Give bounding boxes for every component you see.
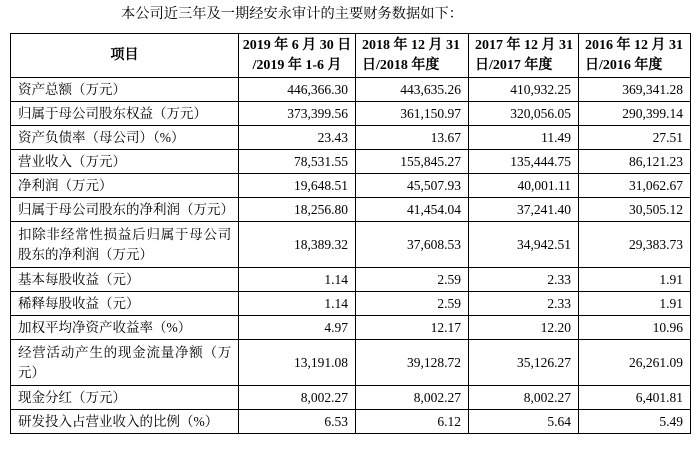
value-2019h1: 13,191.08: [239, 340, 356, 386]
value-2019h1: 1.14: [239, 268, 356, 292]
value-2017: 12.20: [469, 316, 579, 340]
column-header-2016: [579, 34, 691, 78]
column-header-2019h1: [239, 34, 356, 78]
value-2018: 2.59: [356, 268, 469, 292]
header-row: [11, 34, 691, 78]
value-2017: 8,002.27: [469, 386, 579, 410]
header-line-1: 2019 年 6 月 30 日: [242, 37, 352, 53]
value-2019h1: 6.53: [239, 410, 356, 434]
value-2017: 5.64: [469, 410, 579, 434]
header-line-2: 日/2016 年度: [585, 57, 663, 73]
value-2017: 34,942.51: [469, 222, 579, 268]
value-2016: 31,062.67: [579, 174, 691, 198]
value-2019h1: 446,366.30: [239, 78, 356, 102]
value-2017: 2.33: [469, 268, 579, 292]
table-row-net-profit: [11, 174, 691, 198]
row-label: 营业收入（万元）: [11, 150, 239, 174]
value-2017: 320,056.05: [469, 102, 579, 126]
value-2016: 1.91: [579, 268, 691, 292]
value-2016: 10.96: [579, 316, 691, 340]
value-2018: 39,128.72: [356, 340, 469, 386]
column-header-2017: [469, 34, 579, 78]
value-2016: 27.51: [579, 126, 691, 150]
value-2018: 37,608.53: [356, 222, 469, 268]
column-header-2018: [356, 34, 469, 78]
value-2016: 26,261.09: [579, 340, 691, 386]
table-row-parent-equity: [11, 102, 691, 126]
value-2018: 155,845.27: [356, 150, 469, 174]
header-line-2: /2019 年 1-6 月: [252, 57, 342, 73]
value-2016: 6,401.81: [579, 386, 691, 410]
value-2019h1: 19,648.51: [239, 174, 356, 198]
row-label-text: 经营活动产生的现金流量净额（万元）: [18, 344, 232, 380]
column-header-item: 项目: [11, 34, 239, 78]
value-2016: 29,383.73: [579, 222, 691, 268]
row-label: 净利润（万元）: [11, 174, 239, 198]
table-row-diluted-eps: [11, 292, 691, 316]
table-row-total-assets: [11, 78, 691, 102]
value-2016: 5.49: [579, 410, 691, 434]
value-2018: 45,507.93: [356, 174, 469, 198]
header-line-2: 日/2017 年度: [475, 57, 553, 73]
value-2016: 290,399.14: [579, 102, 691, 126]
table-row-net-profit-excl-nonrecurring: [11, 222, 691, 268]
value-2018: 8,002.27: [356, 386, 469, 410]
table-row-basic-eps: [11, 268, 691, 292]
value-2019h1: 78,531.55: [239, 150, 356, 174]
intro-paragraph: 本公司近三年及一期经安永审计的主要财务数据如下：: [121, 6, 464, 22]
value-2016: 86,121.23: [579, 150, 691, 174]
table-row-operating-cash-flow: [11, 340, 691, 386]
value-2019h1: 18,389.32: [239, 222, 356, 268]
header-line-1: 2018 年 12 月 31: [362, 37, 460, 53]
value-2018: 443,635.26: [356, 78, 469, 102]
value-2018: 41,454.04: [356, 198, 469, 222]
value-2016: 30,505.12: [579, 198, 691, 222]
row-label: 研发投入占营业收入的比例（%）: [11, 410, 239, 434]
value-2017: 2.33: [469, 292, 579, 316]
value-2019h1: 373,399.56: [239, 102, 356, 126]
value-2017: 37,241.40: [469, 198, 579, 222]
row-label: 资产负债率（母公司）（%）: [11, 126, 239, 150]
table-row-weighted-roe: [11, 316, 691, 340]
value-2017: 135,444.75: [469, 150, 579, 174]
row-label: 稀释每股收益（元）: [11, 292, 239, 316]
row-label: 基本每股收益（元）: [11, 268, 239, 292]
header-line-1: 2017 年 12 月 31: [475, 37, 573, 53]
row-label: 归属于母公司股东的净利润（万元）: [11, 198, 239, 222]
table-row-operating-revenue: [11, 150, 691, 174]
row-label: 加权平均净资产收益率（%）: [11, 316, 239, 340]
value-2016: 369,341.28: [579, 78, 691, 102]
row-label: [11, 222, 239, 268]
value-2017: 40,001.11: [469, 174, 579, 198]
value-2016: 1.91: [579, 292, 691, 316]
header-line-2: 日/2018 年度: [362, 57, 440, 73]
table-row-cash-dividend: [11, 386, 691, 410]
row-label: [11, 340, 239, 386]
value-2019h1: 1.14: [239, 292, 356, 316]
table-row-parent-net-profit: [11, 198, 691, 222]
row-label: 现金分红（万元）: [11, 386, 239, 410]
value-2017: 35,126.27: [469, 340, 579, 386]
row-label-text: 扣除非经常性损益后归属于母公司股东的净利润（万元）: [18, 226, 232, 262]
value-2018: 361,150.97: [356, 102, 469, 126]
value-2019h1: 18,256.80: [239, 198, 356, 222]
value-2018: 6.12: [356, 410, 469, 434]
value-2018: 12.17: [356, 316, 469, 340]
row-label: 资产总额（万元）: [11, 78, 239, 102]
value-2019h1: 23.43: [239, 126, 356, 150]
table-row-debt-to-asset-ratio: [11, 126, 691, 150]
value-2017: 410,932.25: [469, 78, 579, 102]
value-2019h1: 4.97: [239, 316, 356, 340]
header-line-1: 2016 年 12 月 31: [585, 37, 683, 53]
value-2018: 2.59: [356, 292, 469, 316]
value-2017: 11.49: [469, 126, 579, 150]
row-label: 归属于母公司股东权益（万元）: [11, 102, 239, 126]
value-2018: 13.67: [356, 126, 469, 150]
value-2019h1: 8,002.27: [239, 386, 356, 410]
financial-data-table: [10, 33, 691, 434]
table-row-rd-ratio: [11, 410, 691, 434]
